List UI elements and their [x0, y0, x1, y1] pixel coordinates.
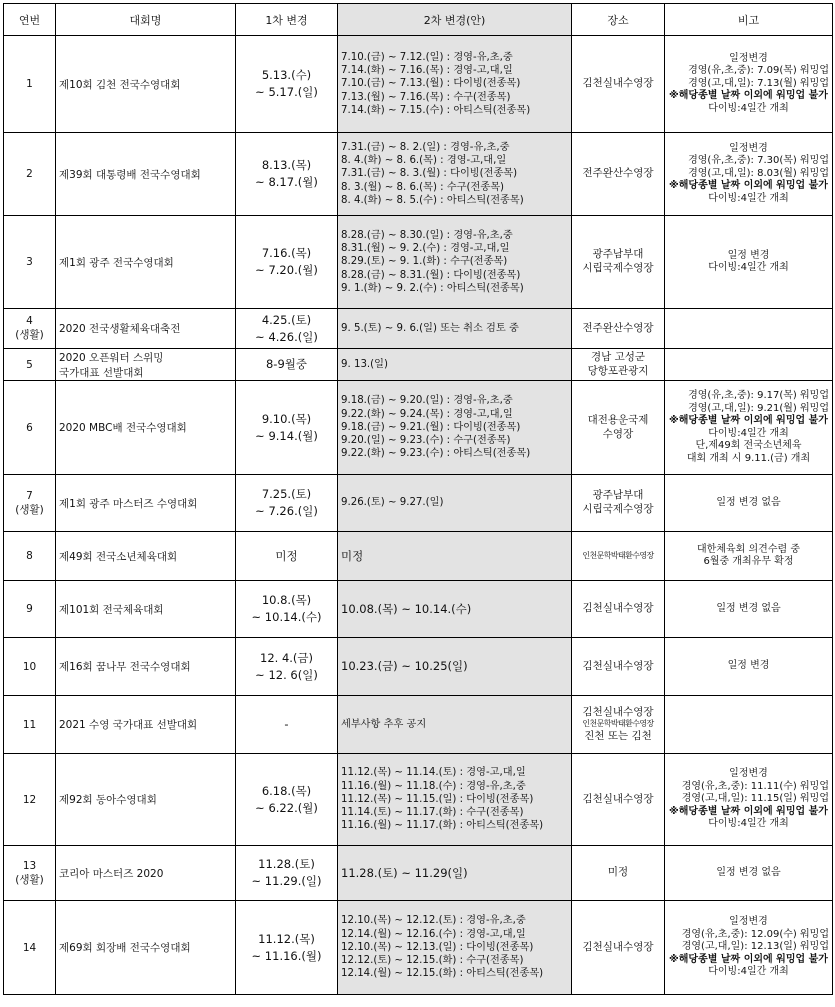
remarks-line: ※해당종별 날짜 이외에 워밍업 불가 — [669, 805, 828, 817]
row-number-line: 2 — [26, 168, 33, 180]
remarks-line: 일정변경 — [729, 142, 768, 154]
first-change-dates-line: 5.13.(수) — [261, 68, 312, 83]
second-change-dates-line: 7.31.(금) ~ 8. 2.(일) : 경영-유,초,중 — [341, 141, 510, 153]
first-change-dates — [236, 309, 338, 349]
row-number — [4, 638, 56, 696]
venue-line: 광주남부대 — [592, 489, 644, 502]
row-number-line: 9 — [26, 603, 33, 615]
venue-line: 당항포관광지 — [587, 364, 649, 377]
venue — [572, 309, 665, 349]
table-row — [4, 638, 833, 696]
competition-name-line: 제92회 동아수영대회 — [59, 794, 157, 806]
first-change-dates — [236, 901, 338, 995]
second-change-dates — [338, 901, 572, 995]
venue-line: 전주완산수영장 — [582, 321, 654, 334]
second-change-dates — [338, 133, 572, 216]
header-no: 연번 — [4, 4, 56, 36]
second-change-dates-line: 12.14.(월) ~ 12.16.(수) : 경영-고,대,일 — [341, 928, 526, 940]
second-change-dates-line: 9.22.(화) ~ 9.23.(수) : 아티스틱(전종목) — [341, 448, 531, 460]
first-change-dates — [236, 696, 338, 754]
second-change-dates — [338, 696, 572, 754]
remarks-line: 다이빙:4일간 개최 — [708, 818, 789, 830]
first-change-dates-line: 미정 — [275, 548, 298, 563]
competition-name-line: 제101회 전국체육대회 — [59, 603, 164, 616]
table-row — [4, 532, 833, 581]
remarks-line: 경영(유,초,중): 7.09(목) 워밍업 — [688, 65, 829, 77]
venue — [572, 754, 665, 846]
venue — [572, 901, 665, 995]
row-number — [4, 381, 56, 475]
first-change-dates-line: 12. 4.(금) — [260, 650, 313, 665]
second-change-dates — [338, 532, 572, 581]
table-row — [4, 36, 833, 133]
remarks — [665, 581, 833, 638]
competition-name — [56, 36, 236, 133]
venue-line: 수영장 — [602, 427, 634, 440]
competition-schedule-table — [3, 3, 833, 995]
first-change-dates-line: ~ 9.14.(월) — [255, 428, 318, 443]
venue — [572, 216, 665, 309]
table-row — [4, 216, 833, 309]
competition-name — [56, 216, 236, 309]
first-change-dates-line: 10.8.(목) — [261, 593, 312, 608]
remarks-line: 일정 변경 — [727, 660, 770, 672]
remarks-line: 경영(유,초,중): 11.11(수) 워밍업 — [681, 780, 829, 792]
second-change-dates-line: 8. 4.(화) ~ 8. 6.(목) : 경영-고,대,일 — [341, 155, 507, 167]
competition-name — [56, 638, 236, 696]
first-change-dates — [236, 475, 338, 532]
competition-name — [56, 532, 236, 581]
competition-name — [56, 696, 236, 754]
row-number — [4, 349, 56, 381]
venue — [572, 846, 665, 901]
competition-name — [56, 581, 236, 638]
second-change-dates — [338, 581, 572, 638]
table-row — [4, 133, 833, 216]
competition-name-line: 2020 MBC배 전국수영대회 — [59, 422, 187, 434]
header-row — [4, 4, 833, 36]
table-row — [4, 901, 833, 995]
row-number — [4, 532, 56, 581]
second-change-dates — [338, 846, 572, 901]
competition-name — [56, 381, 236, 475]
row-number-line: 1 — [26, 78, 33, 90]
second-change-dates-line: 8.28.(금) ~ 8.31.(월) : 다이빙(전종목) — [341, 269, 521, 281]
venue-line: 광주남부대 — [592, 248, 644, 261]
header-note: 비고 — [665, 4, 833, 36]
competition-name-line: 제39회 대통령배 전국수영대회 — [59, 168, 201, 181]
venue — [572, 581, 665, 638]
remarks-line: 일정 변경 없음 — [716, 496, 781, 508]
competition-name — [56, 309, 236, 349]
row-number-line: 8 — [26, 550, 33, 562]
competition-name — [56, 349, 236, 381]
venue-line: 김천실내수영장 — [582, 940, 654, 953]
second-change-dates-line: 7.14.(화) ~ 7.15.(수) : 아티스틱(전종목) — [341, 104, 531, 116]
venue-line: 미정 — [607, 866, 629, 879]
remarks — [665, 309, 833, 349]
competition-name-line: 제1회 광주 마스터즈 수영대회 — [59, 497, 198, 510]
first-change-dates — [236, 581, 338, 638]
first-change-dates-line: ~ 12. 6(일) — [255, 667, 318, 682]
venue — [572, 381, 665, 475]
table-row — [4, 381, 833, 475]
second-change-dates — [338, 754, 572, 846]
second-change-dates — [338, 475, 572, 532]
first-change-dates-line: ~ 5.17.(일) — [255, 85, 318, 99]
row-number — [4, 133, 56, 216]
competition-name — [56, 846, 236, 901]
row-number — [4, 475, 56, 532]
row-number — [4, 216, 56, 309]
second-change-dates-line: 12.10.(목) ~ 12.12.(토) : 경영-유,초,중 — [341, 915, 526, 927]
first-change-dates — [236, 133, 338, 216]
first-change-dates — [236, 846, 338, 901]
competition-name-line: 코리아 마스터즈 2020 — [59, 867, 164, 880]
row-number-line: 10 — [22, 660, 37, 673]
remarks-line: 경영(고,대,일): 9.21(월) 워밍업 — [688, 402, 829, 414]
row-number-line: 4 — [26, 315, 33, 327]
row-number — [4, 901, 56, 995]
header-name: 대회명 — [56, 4, 236, 36]
remarks-line: 일정변경 — [729, 768, 768, 780]
second-change-dates-line: 10.23.(금) ~ 10.25(일) — [341, 659, 468, 674]
second-change-dates — [338, 36, 572, 133]
second-change-dates-line: 11.28.(토) ~ 11.29(일) — [341, 865, 468, 880]
table-row — [4, 349, 833, 381]
first-change-dates-line: 8.13.(목) — [261, 158, 312, 173]
row-number — [4, 309, 56, 349]
row-number-line: (생활) — [15, 329, 44, 341]
first-change-dates-line: 4.25.(토) — [261, 312, 312, 327]
second-change-dates-line: 7.13.(월) ~ 7.16.(목) : 수구(전종목) — [341, 91, 511, 103]
remarks — [665, 475, 833, 532]
header-place: 장소 — [572, 4, 665, 36]
venue — [572, 532, 665, 581]
competition-name-line: 국가대표 선발대회 — [59, 366, 144, 379]
table-row — [4, 754, 833, 846]
table-row — [4, 581, 833, 638]
row-number — [4, 36, 56, 133]
first-change-dates — [236, 754, 338, 846]
venue-line: 김천실내수영장 — [582, 602, 654, 615]
first-change-dates-line: ~ 11.29.(일) — [251, 874, 322, 888]
first-change-dates-line: ~ 6.22.(월) — [255, 800, 318, 815]
second-change-dates-line: 12.12.(토) ~ 12.15.(화) : 수구(전종목) — [341, 955, 524, 967]
second-change-dates-line: 9.26.(토) ~ 9.27.(일) — [341, 497, 444, 509]
competition-name-line: 2020 오픈워터 스위밍 — [59, 351, 164, 364]
row-number-line: 5 — [26, 358, 33, 371]
row-number-line: 7 — [26, 489, 33, 502]
row-number-line: (생활) — [15, 873, 44, 886]
second-change-dates-line: 11.12.(목) ~ 11.15.(일) : 다이빙(전종목) — [341, 793, 534, 805]
remarks — [665, 381, 833, 475]
venue-line: 경남 고성군 — [590, 350, 646, 363]
row-number-line: 12 — [22, 793, 37, 806]
first-change-dates-line: 8-9월중 — [265, 357, 307, 372]
first-change-dates-line: ~ 4.26.(일) — [255, 329, 318, 344]
first-change-dates — [236, 638, 338, 696]
second-change-dates — [338, 349, 572, 381]
remarks-line: 다이빙:4일간 개최 — [708, 192, 789, 204]
second-change-dates-line: 12.10.(목) ~ 12.13.(일) : 다이빙(전종목) — [341, 941, 534, 953]
remarks-line: 다이빙:4일간 개최 — [708, 262, 789, 273]
table-row — [4, 309, 833, 349]
remarks — [665, 532, 833, 581]
first-change-dates-line: 11.28.(토) — [258, 857, 315, 872]
second-change-dates-line: 9.18.(금) ~ 9.20.(일) : 경영-유,초,중 — [341, 395, 513, 407]
row-number — [4, 696, 56, 754]
remarks-line: 대한체육회 의견수렴 중 — [697, 543, 800, 555]
competition-name — [56, 901, 236, 995]
second-change-dates — [338, 309, 572, 349]
venue-line: 김천실내수영장 — [582, 77, 654, 90]
remarks — [665, 696, 833, 754]
remarks-line: 경영(고,대,일): 7.13(월) 워밍업 — [688, 77, 829, 89]
venue — [572, 133, 665, 216]
competition-name-line: 제1회 광주 전국수영대회 — [59, 256, 174, 269]
first-change-dates-line: 7.25.(토) — [261, 487, 312, 502]
first-change-dates — [236, 381, 338, 475]
second-change-dates-line: 11.14.(토) ~ 11.17.(화) : 수구(전종목) — [341, 807, 524, 819]
remarks — [665, 638, 833, 696]
competition-name — [56, 754, 236, 846]
second-change-dates-line: 9. 1.(화) ~ 9. 2.(수) : 아티스틱(전종목) — [341, 282, 524, 294]
row-number-line: 14 — [22, 941, 37, 954]
first-change-dates-line: ~ 7.20.(월) — [255, 263, 318, 277]
first-change-dates-line: ~ 10.14.(수) — [251, 610, 322, 624]
competition-name-line: 제69회 회장배 전국수영대회 — [59, 942, 191, 954]
second-change-dates-line: 9. 13.(일) — [341, 358, 388, 370]
first-change-dates-line: ~ 8.17.(월) — [255, 175, 318, 189]
first-change-dates-line: 7.16.(목) — [261, 246, 312, 261]
row-number-line: 6 — [26, 421, 33, 434]
row-number-line: 3 — [26, 256, 33, 268]
competition-name — [56, 133, 236, 216]
first-change-dates — [236, 349, 338, 381]
first-change-dates-line: - — [284, 717, 289, 732]
second-change-dates-line: 8. 4.(화) ~ 8. 5.(수) : 아티스틱(전종목) — [341, 194, 524, 206]
remarks-line: 경영(고,대,일): 11.15(일) 워밍업 — [681, 793, 829, 805]
second-change-dates-line: 7.10.(금) ~ 7.12.(일) : 경영-유,초,중 — [341, 51, 513, 63]
row-number — [4, 846, 56, 901]
competition-name — [56, 475, 236, 532]
remarks — [665, 754, 833, 846]
venue — [572, 475, 665, 532]
remarks-line: 일정변경 — [729, 916, 768, 928]
remarks — [665, 846, 833, 901]
venue-line: 시립국제수영장 — [582, 503, 654, 515]
remarks-line: 경영(유,초,중): 12.09(수) 워밍업 — [681, 928, 829, 940]
second-change-dates-line: 세부사항 추후 공지 — [341, 718, 427, 730]
second-change-dates-line: 8.28.(금) ~ 8.30.(일) : 경영-유,초,중 — [341, 229, 513, 241]
venue-line: 김천실내수영장 — [582, 659, 654, 672]
remarks-line: 다이빙:4일간 개최 — [708, 102, 789, 114]
remarks-line: 경영(유,초,중): 7.30(목) 워밍업 — [688, 155, 829, 167]
remarks-line: 일정 변경 — [727, 249, 770, 261]
second-change-dates-line: 12.14.(월) ~ 12.15.(화) : 아티스틱(전종목) — [341, 968, 544, 980]
row-number-line: 13 — [22, 859, 37, 872]
venue-line: 인천문학박태환수영장 — [582, 719, 654, 729]
remarks-line: 경영(고,대,일): 8.03(월) 워밍업 — [688, 167, 829, 179]
second-change-dates — [338, 216, 572, 309]
second-change-dates-line: 9.18.(금) ~ 9.21.(월) : 다이빙(전종목) — [341, 421, 521, 433]
venue-line: 전주완산수영장 — [582, 167, 654, 180]
second-change-dates-line: 7.31.(금) ~ 8. 3.(월) : 다이빙(전종목) — [341, 168, 518, 180]
first-change-dates — [236, 36, 338, 133]
second-change-dates-line: 11.12.(목) ~ 11.14.(토) : 경영-고,대,일 — [341, 767, 526, 779]
second-change-dates-line: 9.22.(화) ~ 9.24.(목) : 경영-고,대,일 — [341, 408, 513, 420]
remarks-line: 일정 변경 없음 — [716, 866, 781, 878]
remarks-line: ※해당종별 날짜 이외에 워밍업 불가 — [669, 415, 828, 426]
table-row — [4, 696, 833, 754]
remarks-line: ※해당종별 날짜 이외에 워밍업 불가 — [669, 953, 828, 965]
table-row — [4, 475, 833, 532]
row-number — [4, 754, 56, 846]
remarks-line: 6월중 개최유무 확정 — [703, 556, 794, 567]
remarks — [665, 133, 833, 216]
row-number — [4, 581, 56, 638]
second-change-dates-line: 7.10.(금) ~ 7.13.(월) : 다이빙(전종목) — [341, 78, 521, 90]
row-number-line: 11 — [22, 718, 37, 731]
second-change-dates-line: 9.20.(일) ~ 9.23.(수) : 수구(전종목) — [341, 435, 511, 447]
competition-name-line: 제49회 전국소년체육대회 — [59, 550, 178, 563]
second-change-dates-line: 8.29.(토) ~ 9. 1.(화) : 수구(전종목) — [341, 256, 508, 268]
venue-line: 김천실내수영장 — [582, 792, 654, 805]
venue — [572, 696, 665, 754]
header-second-change: 2차 변경(안) — [338, 4, 572, 36]
row-number-line: (생활) — [15, 503, 44, 516]
competition-name-line: 제16회 꿈나무 전국수영대회 — [59, 661, 191, 673]
first-change-dates-line: 11.12.(목) — [258, 931, 315, 946]
second-change-dates-line: 7.14.(화) ~ 7.16.(목) : 경영-고,대,일 — [341, 65, 513, 77]
remarks-line: 다이빙:4일간 개최 — [708, 427, 789, 439]
competition-name-line: 제10회 김천 전국수영대회 — [59, 78, 181, 91]
remarks — [665, 36, 833, 133]
venue-line: 시립국제수영장 — [582, 262, 654, 274]
remarks-line: 경영(고,대,일): 12.13(일) 워밍업 — [681, 941, 829, 953]
remarks-line: ※해당종별 날짜 이외에 워밍업 불가 — [669, 180, 828, 192]
venue-line: 진천 또는 김천 — [584, 729, 652, 742]
second-change-dates-line: 9. 5.(토) ~ 9. 6.(일) 또는 취소 검토 중 — [341, 322, 519, 334]
remarks-line: ※해당종별 날짜 이외에 워밍업 불가 — [669, 90, 828, 102]
first-change-dates-line: 6.18.(목) — [261, 783, 312, 798]
venue — [572, 36, 665, 133]
remarks-line: 일정 변경 없음 — [716, 602, 781, 614]
venue — [572, 349, 665, 381]
second-change-dates — [338, 638, 572, 696]
second-change-dates-line: 8. 3.(월) ~ 8. 6.(목) : 수구(전종목) — [341, 181, 505, 193]
first-change-dates — [236, 532, 338, 581]
first-change-dates-line: ~ 7.26.(일) — [255, 504, 318, 518]
table-row — [4, 846, 833, 901]
first-change-dates-line: ~ 11.16.(월) — [251, 948, 322, 963]
second-change-dates-line: 11.16.(월) ~ 11.18.(수) : 경영-유,초,중 — [341, 780, 526, 792]
venue-line: 대전용운국제 — [587, 413, 649, 426]
second-change-dates-line: 10.08.(목) ~ 10.14.(수) — [341, 601, 472, 616]
venue-line: 인천문학박태환수영장 — [582, 550, 654, 560]
second-change-dates-line: 8.31.(월) ~ 9. 2.(수) : 경영-고,대,일 — [341, 243, 510, 255]
second-change-dates — [338, 381, 572, 475]
remarks — [665, 901, 833, 995]
remarks-line: 일정변경 — [729, 52, 768, 64]
venue — [572, 638, 665, 696]
second-change-dates-line: 미정 — [341, 548, 364, 563]
header-first-change: 1차 변경 — [236, 4, 338, 36]
second-change-dates-line: 11.16.(월) ~ 11.17.(화) : 아티스틱(전종목) — [341, 820, 544, 832]
competition-name-line: 2021 수영 국가대표 선발대회 — [59, 719, 198, 731]
remarks — [665, 216, 833, 309]
remarks-line: 대회 개최 시 9.11.(금) 개최 — [686, 452, 811, 464]
venue-line: 김천실내수영장 — [582, 705, 654, 718]
remarks-line: 경영(유,초,중): 9.17(목) 워밍업 — [688, 390, 829, 401]
remarks-line: 다이빙:4일간 개최 — [708, 966, 789, 978]
first-change-dates — [236, 216, 338, 309]
remarks — [665, 349, 833, 381]
competition-name-line: 2020 전국생활체육대축전 — [59, 323, 181, 335]
first-change-dates-line: 9.10.(목) — [261, 411, 312, 426]
remarks-line: 단,제49회 전국소년체육 — [695, 440, 802, 451]
